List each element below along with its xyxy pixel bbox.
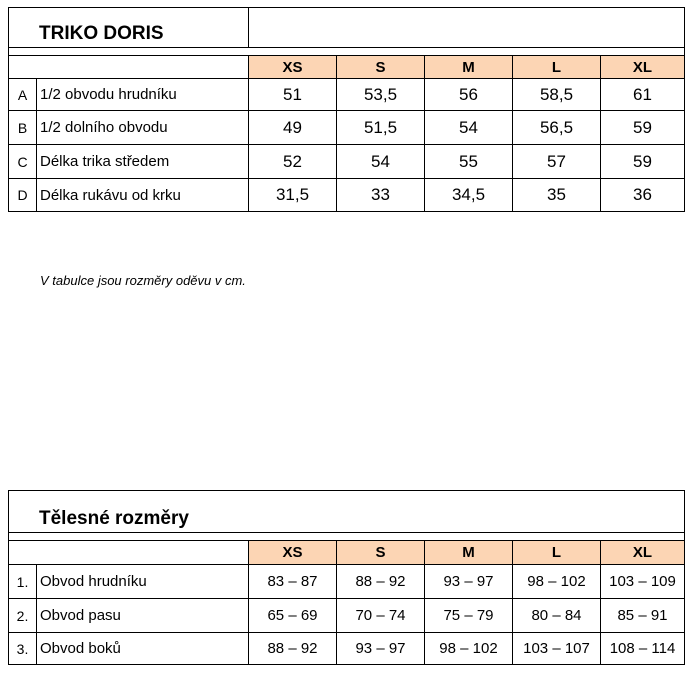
value-cell: 98 – 102 (425, 633, 513, 665)
value-cell: 31,5 (249, 179, 337, 212)
value-cell: 61 (601, 79, 685, 111)
table-title: Tělesné rozměry (9, 491, 685, 533)
value-cell: 85 – 91 (601, 599, 685, 633)
table-row (9, 565, 685, 599)
value-cell: 80 – 84 (513, 599, 601, 633)
table-row (9, 633, 685, 665)
spacer-row (9, 48, 685, 56)
size-header-xl: XL (601, 541, 685, 565)
value-cell: 35 (513, 179, 601, 212)
size-header-xs: XS (249, 56, 337, 79)
value-cell: 59 (601, 111, 685, 145)
value-cell: 51 (249, 79, 337, 111)
value-cell: 51,5 (337, 111, 425, 145)
table-row (9, 111, 685, 145)
empty-corner-cell (9, 541, 249, 565)
value-cell: 55 (425, 145, 513, 179)
value-cell: 49 (249, 111, 337, 145)
empty-corner-cell (9, 56, 249, 79)
size-header-m: M (425, 56, 513, 79)
size-header-s: S (337, 56, 425, 79)
table-row (9, 145, 685, 179)
row-label: Délka trika středem (37, 145, 249, 179)
value-cell: 58,5 (513, 79, 601, 111)
value-cell: 36 (601, 179, 685, 212)
value-cell: 88 – 92 (337, 565, 425, 599)
row-code: 1. (9, 565, 37, 599)
value-cell: 103 – 107 (513, 633, 601, 665)
value-cell: 59 (601, 145, 685, 179)
value-cell: 70 – 74 (337, 599, 425, 633)
row-code: 2. (9, 599, 37, 633)
row-label: 1/2 dolního obvodu (37, 111, 249, 145)
row-label: Obvod hrudníku (37, 565, 249, 599)
value-cell: 56,5 (513, 111, 601, 145)
row-code: 3. (9, 633, 37, 665)
table-row (9, 599, 685, 633)
size-header-xl: XL (601, 56, 685, 79)
size-header-xs: XS (249, 541, 337, 565)
table-title: TRIKO DORIS (9, 8, 249, 48)
value-cell: 93 – 97 (425, 565, 513, 599)
row-label: Obvod boků (37, 633, 249, 665)
row-label: Délka rukávu od krku (37, 179, 249, 212)
value-cell: 108 – 114 (601, 633, 685, 665)
row-code: D (9, 179, 37, 212)
value-cell: 53,5 (337, 79, 425, 111)
size-header-m: M (425, 541, 513, 565)
value-cell: 88 – 92 (249, 633, 337, 665)
row-code: A (9, 79, 37, 111)
garment-size-table (8, 7, 685, 212)
size-header-l: L (513, 56, 601, 79)
row-code: C (9, 145, 37, 179)
value-cell: 57 (513, 145, 601, 179)
row-code: B (9, 111, 37, 145)
value-cell: 98 – 102 (513, 565, 601, 599)
size-header-l: L (513, 541, 601, 565)
table-row (9, 79, 685, 111)
units-note: V tabulce jsou rozměry oděvu v cm. (40, 273, 246, 288)
value-cell: 54 (337, 145, 425, 179)
row-label: Obvod pasu (37, 599, 249, 633)
value-cell: 65 – 69 (249, 599, 337, 633)
value-cell: 83 – 87 (249, 565, 337, 599)
value-cell: 52 (249, 145, 337, 179)
value-cell: 75 – 79 (425, 599, 513, 633)
value-cell: 54 (425, 111, 513, 145)
value-cell: 56 (425, 79, 513, 111)
value-cell: 33 (337, 179, 425, 212)
row-label: 1/2 obvodu hrudníku (37, 79, 249, 111)
value-cell: 34,5 (425, 179, 513, 212)
table-row (9, 179, 685, 212)
spacer-row (9, 533, 685, 541)
body-measurements-table (8, 490, 685, 665)
empty-header-cell (249, 8, 685, 48)
value-cell: 103 – 109 (601, 565, 685, 599)
size-header-s: S (337, 541, 425, 565)
value-cell: 93 – 97 (337, 633, 425, 665)
